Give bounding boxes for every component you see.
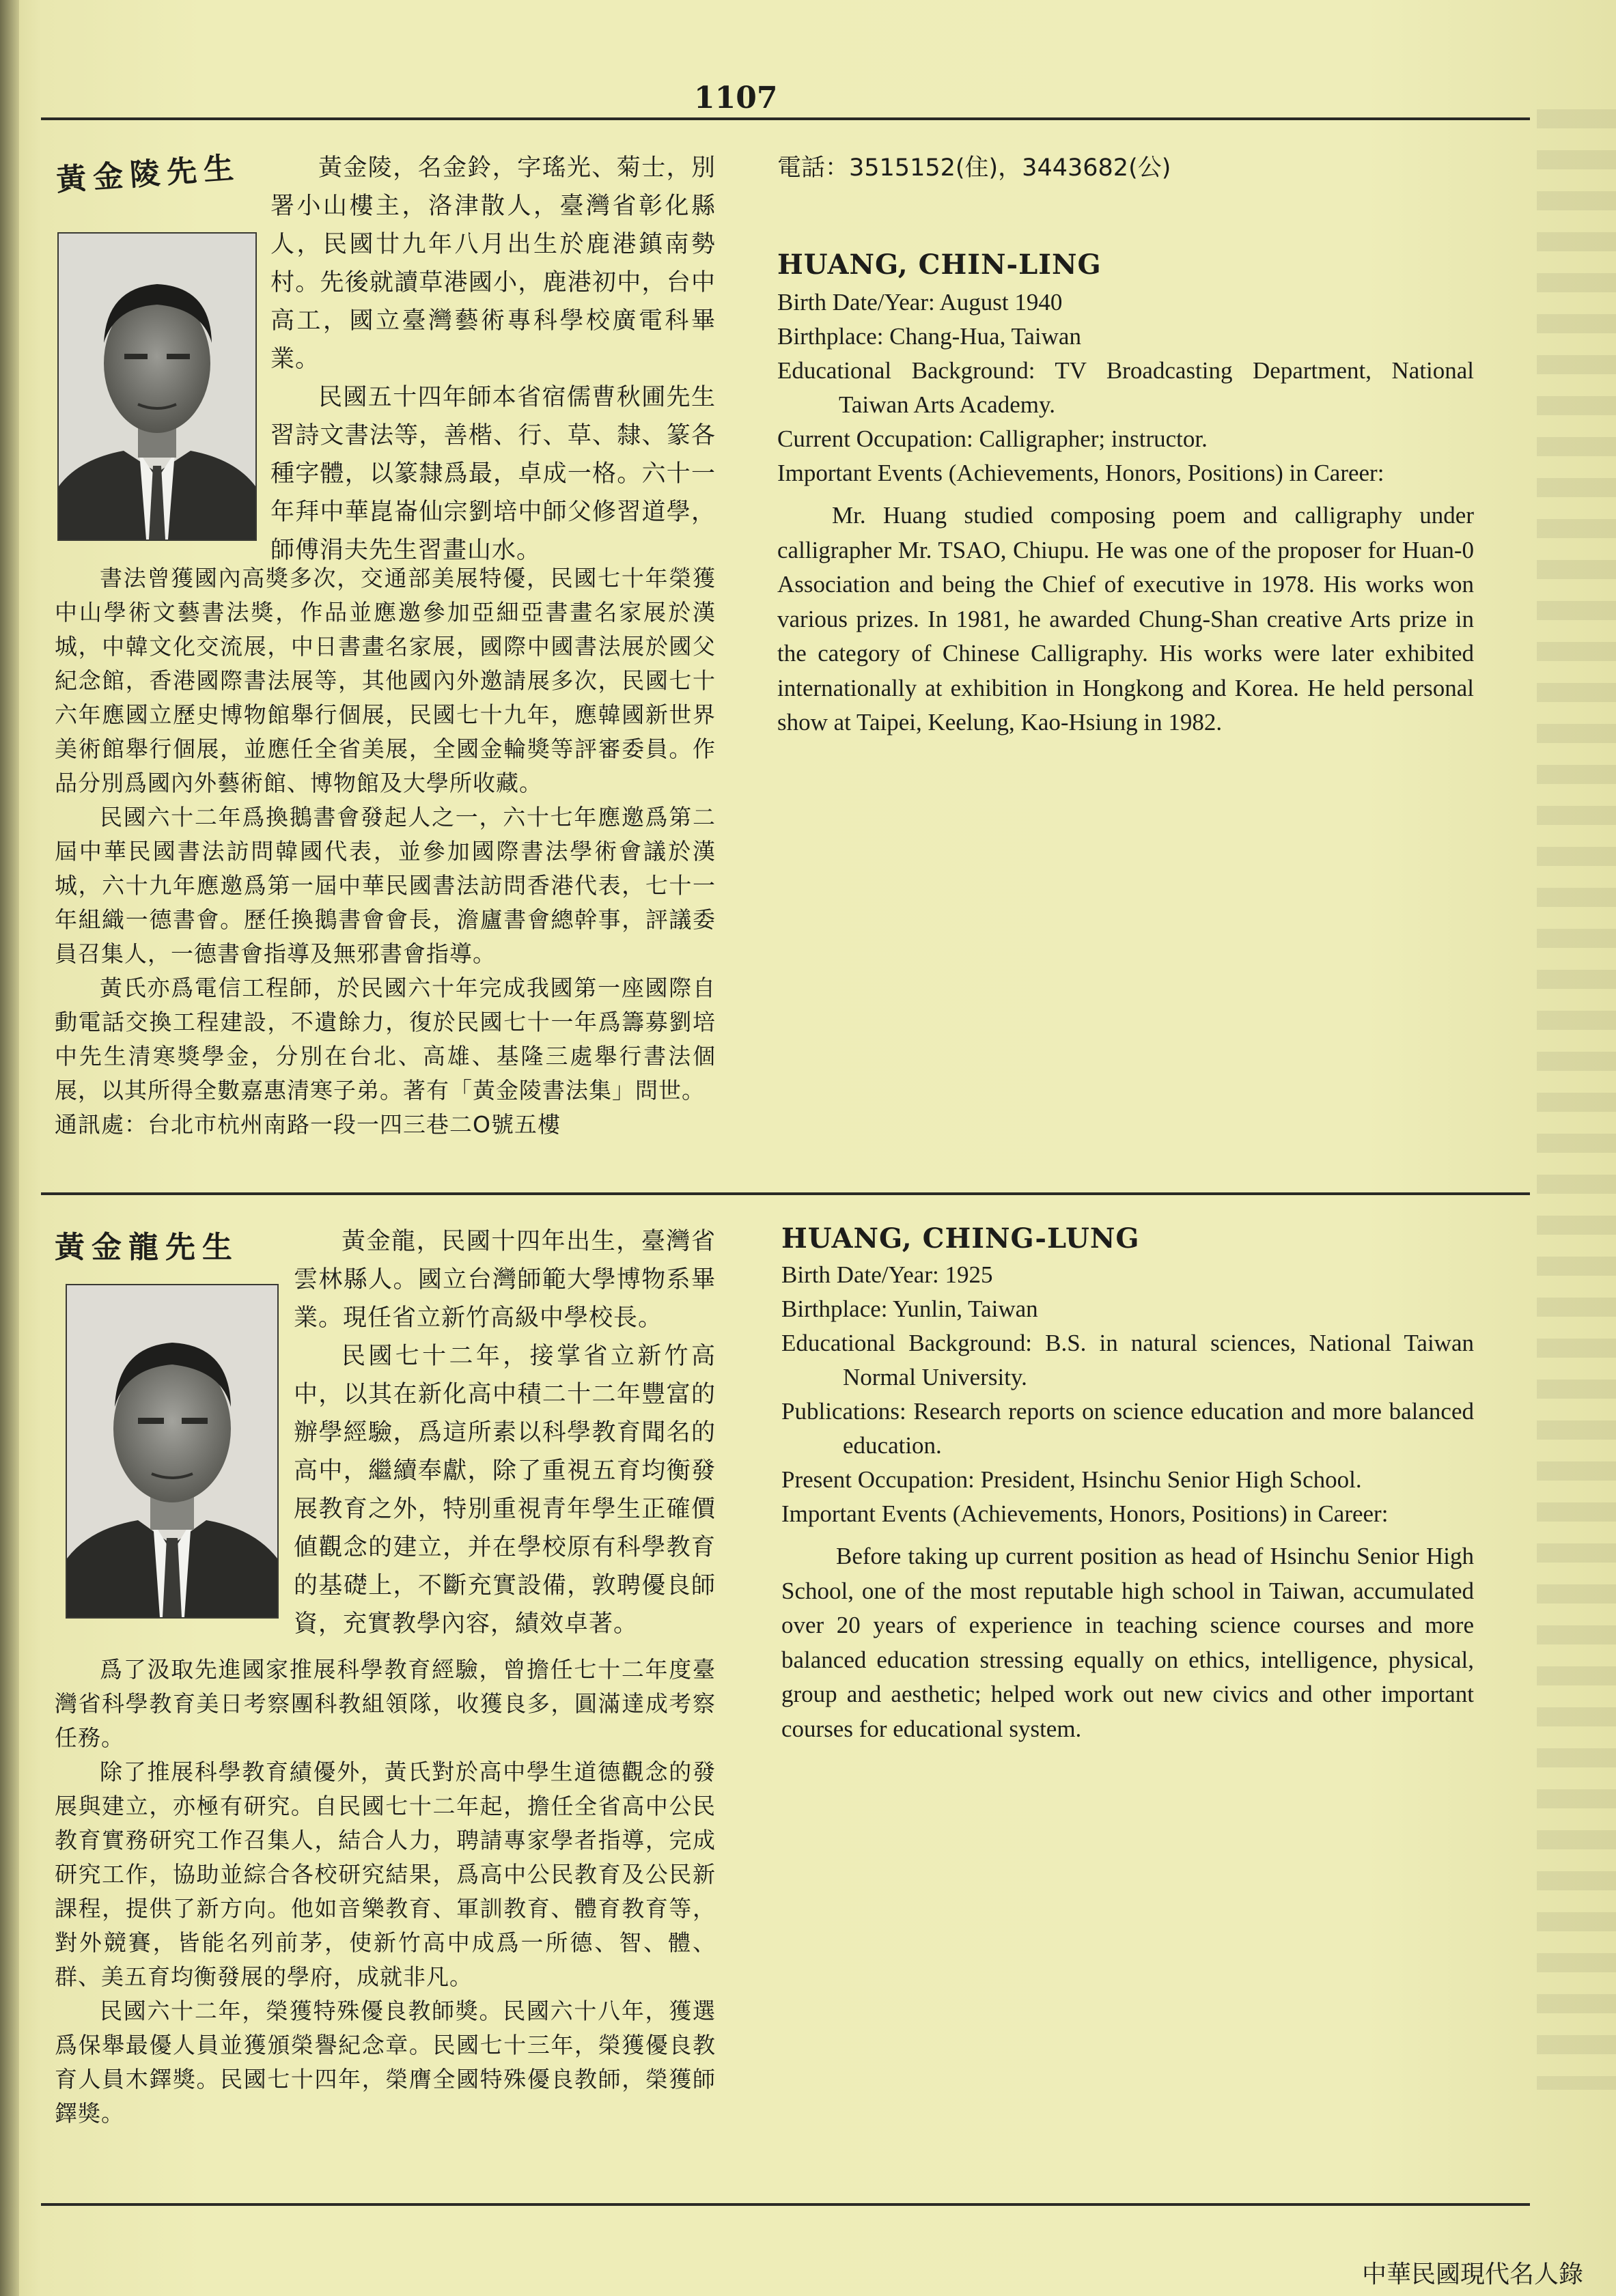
entry-2-name-en: HUANG, CHING-LUNG bbox=[781, 1222, 1140, 1255]
entry-divider bbox=[41, 1192, 1530, 1195]
entry-2-zh-paragraph-1: 黃金龍，民國十四年出生，臺灣省雲林縣人。國立台灣師範大學博物系畢業。現任省立新竹高級中學校長。 bbox=[294, 1228, 716, 1332]
entry-2-biography-en bbox=[781, 1258, 1474, 1746]
entry-1-birthplace: Birthplace: Chang-Hua, Taiwan bbox=[777, 323, 1081, 350]
entry-2-occupation: Present Occupation: President, Hsinchu Senior High School. bbox=[781, 1466, 1362, 1493]
entry-1-zh-paragraph-2: 民國五十四年師本省宿儒曹秋圃先生習詩文書法等，善楷、行、草、隸、篆各種字體，以篆隸爲最，卓成一格。六十一年拜中華崑崙仙宗劉培中師父修習道學，師傅涓夫先生習畫山水。 bbox=[270, 384, 716, 564]
entry-2-important-events-label: Important Events (Achievements, Honors, Positions) in Career: bbox=[781, 1500, 1389, 1527]
entry-1-biography-zh-full bbox=[55, 561, 716, 1142]
entry-1-occupation: Current Occupation: Calligrapher; instructor. bbox=[777, 425, 1208, 452]
entry-2-zh-paragraph-4: 除了推展科學教育績優外，黃氏對於高中學生道德觀念的發展與建立，亦極有研究。自民國七十二年起，擔任全省高中公民教育實務研究工作召集人，結合人力，聘請專家學者指導，完成研究工作，協助並綜合各校研究結果，爲高中公民教育及公民新課程，提供了新方向。他如音樂教育、軍訓教育、體育教育等，對外競賽，皆能名列前茅，使新竹高中成爲一所德、智、體、群、美五育均衡發展的學府，成就非凡。 bbox=[55, 1759, 716, 1990]
entry-2-biography-zh-column bbox=[294, 1222, 716, 1643]
entry-2-zh-paragraph-3: 爲了汲取先進國家推展科學教育經驗，曾擔任七十二年度臺灣省科學教育美日考察團科教組領隊，收獲良多，圓滿達成考察任務。 bbox=[55, 1656, 716, 1751]
entry-1-zh-paragraph-4: 民國六十二年爲換鵝書會發起人之一，六十七年應邀爲第二屆中華民國書法訪問韓國代表，並參加國際書法學術會議於漢城，六十九年應邀爲第一屆中華民國書法訪問香港代表，七十一年組織一德書會。歷任換鵝書會會長，澹廬書會總幹事，評議委員召集人，一德書會指導及無邪書會指導。 bbox=[55, 804, 716, 967]
book-binding-shadow bbox=[0, 0, 19, 2296]
entry-1-zh-paragraph-1: 黃金陵，名金鈴，字瑤光、菊士，別署小山樓主，洛津散人，臺灣省彰化縣人，民國廿九年八月出生於鹿港鎮南勢村。先後就讀草港國小，鹿港初中，台中高工，國立臺灣藝術專科學校廣電科畢業。 bbox=[270, 154, 716, 373]
entry-1-zh-paragraph-3: 書法曾獲國內高獎多次，交通部美展特優，民國七十年榮獲中山學術文藝書法獎，作品並應邀參加亞細亞書畫名家展於漢城，中韓文化交流展，中日書畫名家展，國際中國書法展於國父紀念館，香港國際書法展等，其他國內外邀請展多次，民國七十六年應國立歷史博物館舉行個展，民國七十九年，應韓國新世界美術館舉行個展，並應任全省美展，全國金輪獎等評審委員。作品分別爲國內外藝術館、博物館及大學所收藏。 bbox=[55, 565, 716, 796]
entry-2-name-zh: 黃金龍先生 bbox=[55, 1230, 239, 1265]
book-title-footer: 中華民國現代名人錄 bbox=[1361, 2260, 1583, 2288]
entry-1-portrait bbox=[57, 232, 257, 541]
entry-1-bio-en: Mr. Huang studied composing poem and calligraphy under calligrapher Mr. TSAO, Chiupu. He was one of the proposer for Huan-0 Association and being the Chief of executive in 1978. His works won various prizes. In 1981, he awarded Chung-Shan creative Arts prize in the category of Chinese Calligraphy. His works were later exhibited internationally at exhibition in Hongkong and Korea. He held personal show at Taipei, Keelung, Kao-Hsiung in 1982. bbox=[777, 502, 1474, 736]
entry-2-bio-en: Before taking up current position as head of Hsinchu Senior High School, one of the most reputable high school in Taiwan, accumulated over 20 years of experience in teaching science courses and more balanced education stressing equally on ethics, intelligence, physical, group and aesthetic; helped work out new civics and other important courses for educational system. bbox=[781, 1543, 1474, 1742]
entry-2-education: Educational Background: B.S. in natural sciences, National Taiwan Normal University. bbox=[781, 1330, 1474, 1390]
entry-2-zh-paragraph-2: 民國七十二年，接掌省立新竹高中，以其在新化高中積二十二年豐富的辦學經驗，爲這所素以科學教育聞名的高中，繼續奉獻，除了重視五育均衡發展教育之外，特別重視青年學生正確價値觀念的建立，并在學校原有科學教育的基礎上，不斷充實設備，敦聘優良師資，充實教學內容，績效卓著。 bbox=[294, 1343, 716, 1638]
entry-1-portrait-photo bbox=[59, 234, 255, 540]
entry-1-name-zh: 黃金陵先生 bbox=[55, 150, 242, 198]
entry-2-biography-zh-full bbox=[55, 1653, 716, 2131]
entry-2-zh-paragraph-5: 民國六十二年，榮獲特殊優良教師獎。民國六十八年，獲選爲保舉最優人員並獲頒榮譽紀念章。民國七十三年，榮獲優良教育人員木鐸獎。民國七十四年，榮膺全國特殊優良教師，榮獲師鐸獎。 bbox=[55, 1998, 716, 2127]
entry-2-birthplace: Birthplace: Yunlin, Taiwan bbox=[781, 1296, 1038, 1322]
entry-2-birth-date: Birth Date/Year: 1925 bbox=[781, 1261, 993, 1288]
entry-1-name-en: HUANG, CHIN-LING bbox=[777, 249, 1102, 281]
entry-1-zh-paragraph-5: 黃氏亦爲電信工程師，於民國六十年完成我國第一座國際自動電話交換工程建設，不遺餘力，復於民國七十一年爲籌募劉培中先生清寒獎學金，分別在台北、高雄、基隆三處舉行書法個展，以其所得全數嘉惠清寒子弟。著有「黃金陵書法集」問世。 bbox=[55, 975, 716, 1104]
entry-1-biography-en bbox=[777, 285, 1474, 740]
entry-1-contact-address: 通訊處：台北市杭州南路一段一四三巷二O號五樓 bbox=[55, 1111, 561, 1138]
page-number: 1107 bbox=[694, 81, 778, 115]
entry-1-phone: 電話：3515152(住)，3443682(公) bbox=[777, 154, 1171, 182]
entry-2-portrait-photo bbox=[67, 1285, 277, 1617]
entry-2-portrait bbox=[66, 1284, 279, 1619]
footer-rule bbox=[41, 2203, 1530, 2206]
facing-page-bleed bbox=[1537, 109, 1616, 2090]
entry-1-important-events-label: Important Events (Achievements, Honors, Positions) in Career: bbox=[777, 460, 1384, 486]
header-rule bbox=[41, 117, 1530, 120]
entry-1-biography-zh-column bbox=[270, 149, 716, 570]
entry-2-publications: Publications: Research reports on science education and more balanced education. bbox=[781, 1398, 1474, 1459]
entry-1-education: Educational Background: TV Broadcasting Department, National Taiwan Arts Academy. bbox=[777, 357, 1474, 418]
entry-1-birth-date: Birth Date/Year: August 1940 bbox=[777, 289, 1063, 316]
